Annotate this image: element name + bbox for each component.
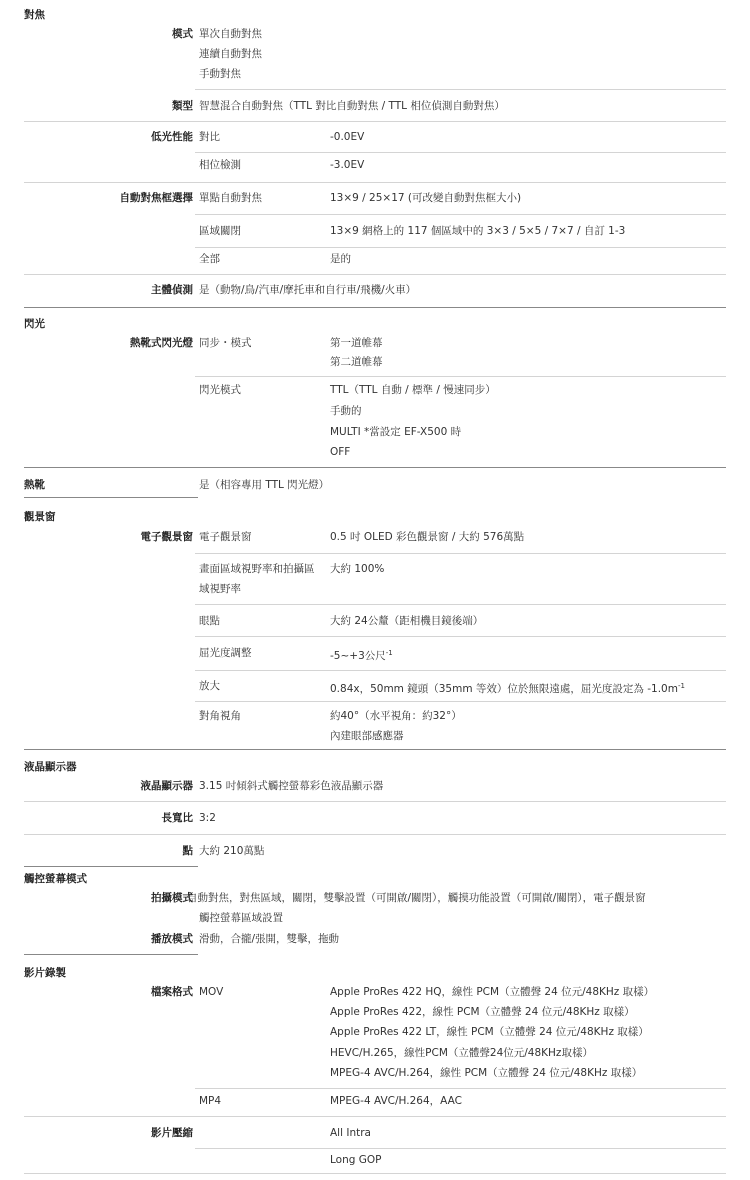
aspect-ratio-value: 3:2	[199, 812, 216, 824]
mag-label: 放大	[199, 680, 220, 692]
section-hotshoe: 熱靴	[24, 479, 45, 491]
label-shoot-mode: 拍攝模式	[151, 892, 193, 904]
diopter-value-text: -5~+3公尺	[330, 650, 386, 662]
contrast-label: 對比	[199, 131, 220, 143]
coverage-value: 大約 100%	[330, 563, 385, 575]
eyepoint-label: 眼點	[199, 615, 220, 627]
phase-label: 相位檢測	[199, 159, 241, 171]
mov-label: MOV	[199, 986, 224, 998]
all-value: 是的	[330, 253, 351, 265]
sync-value-1: 第一道帷幕	[330, 337, 383, 349]
section-touch: 觸控螢幕模式	[24, 873, 87, 885]
label-dots: 點	[182, 845, 193, 857]
single-point-label: 單點自動對焦	[199, 192, 262, 204]
compression-value-2: Long GOP	[330, 1154, 382, 1166]
all-label: 全部	[199, 253, 220, 265]
compression-value-1: All Intra	[330, 1127, 371, 1139]
section-flash: 閃光	[24, 318, 45, 330]
mov-value-3: Apple ProRes 422 LT，線性 PCM（立體聲 24 位元/48KHz 取樣）	[330, 1026, 649, 1038]
hotshoe-value: 是（相容專用 TTL 閃光燈）	[199, 479, 330, 491]
focus-mode-3: 手動對焦	[199, 68, 241, 80]
label-focus-type: 類型	[172, 100, 193, 112]
dots-value: 大約 210萬點	[199, 845, 265, 857]
zone-label: 區域關閉	[199, 225, 241, 237]
shoot-mode-line-1: 自動對焦，對焦區域，關閉，雙擊設置（可開啟/關閉），觸摸功能設置（可開啟/關閉），電子觀景窗	[187, 892, 646, 904]
label-lowlight: 低光性能	[151, 131, 193, 143]
focus-mode-1: 單次自動對焦	[199, 28, 262, 40]
label-aspect-ratio: 長寬比	[161, 812, 193, 824]
label-play-mode: 播放模式	[151, 933, 193, 945]
label-lcd-monitor: 液晶顯示器	[140, 780, 193, 792]
coverage-label-1: 畫面區域視野率和拍攝區	[199, 563, 315, 575]
zone-value: 13×9 網格上的 117 個區域中的 3×3 / 5×5 / 7×7 / 自訂 1-3	[330, 225, 626, 237]
mp4-value: MPEG-4 AVC/H.264，AAC	[330, 1095, 462, 1107]
single-point-value: 13×9 / 25×17 (可改變自動對焦框大小)	[330, 192, 522, 204]
label-compression: 影片壓縮	[151, 1127, 193, 1139]
mov-value-1: Apple ProRes 422 HQ，線性 PCM（立體聲 24 位元/48KHz 取樣）	[330, 986, 655, 998]
coverage-label-2: 域視野率	[199, 583, 241, 595]
label-af-frame: 自動對焦框選擇	[119, 192, 193, 204]
label-subject: 主體偵測	[151, 284, 193, 296]
section-movie: 影片錄製	[24, 967, 66, 979]
play-mode-value: 滑動，合攏/張開，雙擊，拖動	[199, 933, 340, 945]
mag-sup: -1	[677, 682, 685, 690]
mp4-label: MP4	[199, 1095, 222, 1107]
mag-value-text: 0.84x，50mm 鏡頭（35mm 等效）位於無限遠處，屈光度設定為 -1.0m	[330, 683, 678, 695]
label-evf: 電子觀景窗	[140, 531, 193, 543]
focus-type-value: 智慧混合自動對焦（TTL 對比自動對焦 / TTL 相位偵測自動對焦）	[199, 100, 505, 112]
diopter-sup: -1	[385, 649, 393, 657]
section-lcd: 液晶顯示器	[24, 761, 77, 773]
phase-value: -3.0EV	[330, 159, 365, 171]
section-focus: 對焦	[24, 9, 45, 21]
sync-label: 同步・模式	[199, 337, 252, 349]
shoot-mode-line-2: 觸控螢幕區域設置	[199, 912, 283, 924]
flash-mode-2: 手動的	[330, 405, 362, 417]
section-viewfinder: 觀景窗	[24, 511, 56, 523]
flash-mode-3: MULTI *當設定 EF-X500 時	[330, 426, 462, 438]
sync-value-2: 第二道帷幕	[330, 356, 383, 368]
mag-value	[330, 679, 685, 696]
angle-label: 對角視角	[199, 710, 241, 722]
subject-value: 是（動物/鳥/汽車/摩托車和自行車/飛機/火車）	[199, 284, 417, 296]
flash-mode-label: 閃光模式	[199, 384, 241, 396]
evf-sub-label: 電子觀景窗	[199, 531, 252, 543]
label-hotshoe-flash: 熱靴式閃光燈	[130, 337, 193, 349]
flash-mode-1: TTL（TTL 自動 / 標準 / 慢速同步）	[330, 384, 496, 396]
diopter-value	[330, 646, 393, 663]
mov-value-5: MPEG-4 AVC/H.264，線性 PCM（立體聲 24 位元/48KHz 取樣）	[330, 1067, 643, 1079]
lcd-monitor-value: 3.15 吋傾斜式觸控螢幕彩色液晶顯示器	[199, 780, 384, 792]
label-focus-mode: 模式	[172, 28, 193, 40]
angle-value-2: 內建眼部感應器	[330, 730, 404, 742]
diopter-label: 屈光度調整	[199, 647, 252, 659]
mov-value-4: HEVC/H.265，線性PCM（立體聲24位元/48KHz取樣）	[330, 1047, 593, 1059]
eyepoint-value: 大約 24公釐（距相機目鏡後端）	[330, 615, 484, 627]
evf-value: 0.5 吋 OLED 彩色觀景窗 / 大約 576萬點	[330, 531, 525, 543]
angle-value-1: 約40°（水平視角：約32°）	[330, 710, 462, 722]
label-file-format: 檔案格式	[151, 986, 193, 998]
contrast-value: -0.0EV	[330, 131, 365, 143]
mov-value-2: Apple ProRes 422，線性 PCM（立體聲 24 位元/48KHz 取樣）	[330, 1006, 635, 1018]
flash-mode-4: OFF	[330, 446, 351, 458]
focus-mode-2: 連續自動對焦	[199, 48, 262, 60]
